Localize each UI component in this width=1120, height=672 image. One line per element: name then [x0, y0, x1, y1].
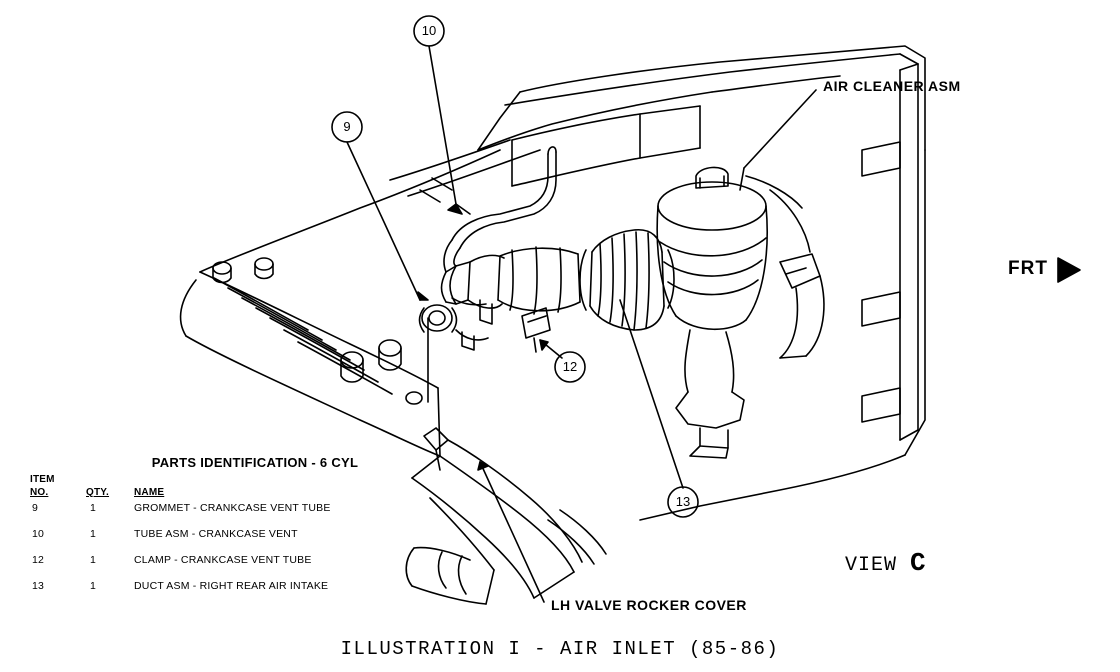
view-label — [845, 548, 927, 578]
figure-caption: ILLUSTRATION I - AIR INLET (85-86) — [340, 638, 780, 660]
callout-number: 10 — [421, 23, 437, 38]
row-qty: 1 — [90, 502, 97, 514]
view-letter: C — [910, 548, 927, 578]
row-name: CLAMP - CRANKCASE VENT TUBE — [134, 554, 312, 566]
header-item-no-line1: ITEM — [30, 474, 55, 485]
row-qty: 1 — [90, 580, 97, 592]
row-item-no: 13 — [32, 580, 45, 592]
parts-table-row — [24, 528, 404, 554]
parts-table-row — [24, 502, 404, 528]
callout-number: 9 — [343, 119, 351, 134]
row-name: DUCT ASM - RIGHT REAR AIR INTAKE — [134, 580, 329, 592]
row-qty: 1 — [90, 554, 97, 566]
header-item-no-line2: NO. — [30, 487, 49, 498]
callout-number: 12 — [562, 359, 578, 374]
parts-identification-block — [24, 455, 404, 606]
label-lh-valve-rocker-cover: LH VALVE ROCKER COVER — [551, 597, 747, 613]
row-name: TUBE ASM - CRANKCASE VENT — [134, 528, 298, 540]
header-qty: QTY. — [86, 487, 110, 498]
row-item-no: 12 — [32, 554, 45, 566]
callout-bubble-10 — [414, 23, 444, 38]
callout-number: 13 — [675, 494, 691, 509]
header-name: NAME — [134, 487, 165, 498]
row-qty: 1 — [90, 528, 97, 540]
row-name: GROMMET - CRANKCASE VENT TUBE — [134, 502, 331, 514]
parts-table-header — [24, 476, 404, 502]
orientation-marker-frt: FRT — [1008, 258, 1048, 279]
parts-table-title: PARTS IDENTIFICATION - 6 CYL — [151, 455, 359, 470]
label-air-cleaner-asm: AIR CLEANER ASM — [823, 78, 961, 94]
row-item-no: 10 — [32, 528, 45, 540]
parts-table-row — [24, 580, 404, 606]
callout-bubble-9 — [332, 119, 362, 134]
view-label-text: VIEW — [845, 554, 898, 577]
parts-table-row — [24, 554, 404, 580]
row-item-no: 9 — [32, 502, 39, 514]
callout-bubble-13 — [668, 494, 698, 509]
callout-bubble-12 — [555, 359, 585, 374]
